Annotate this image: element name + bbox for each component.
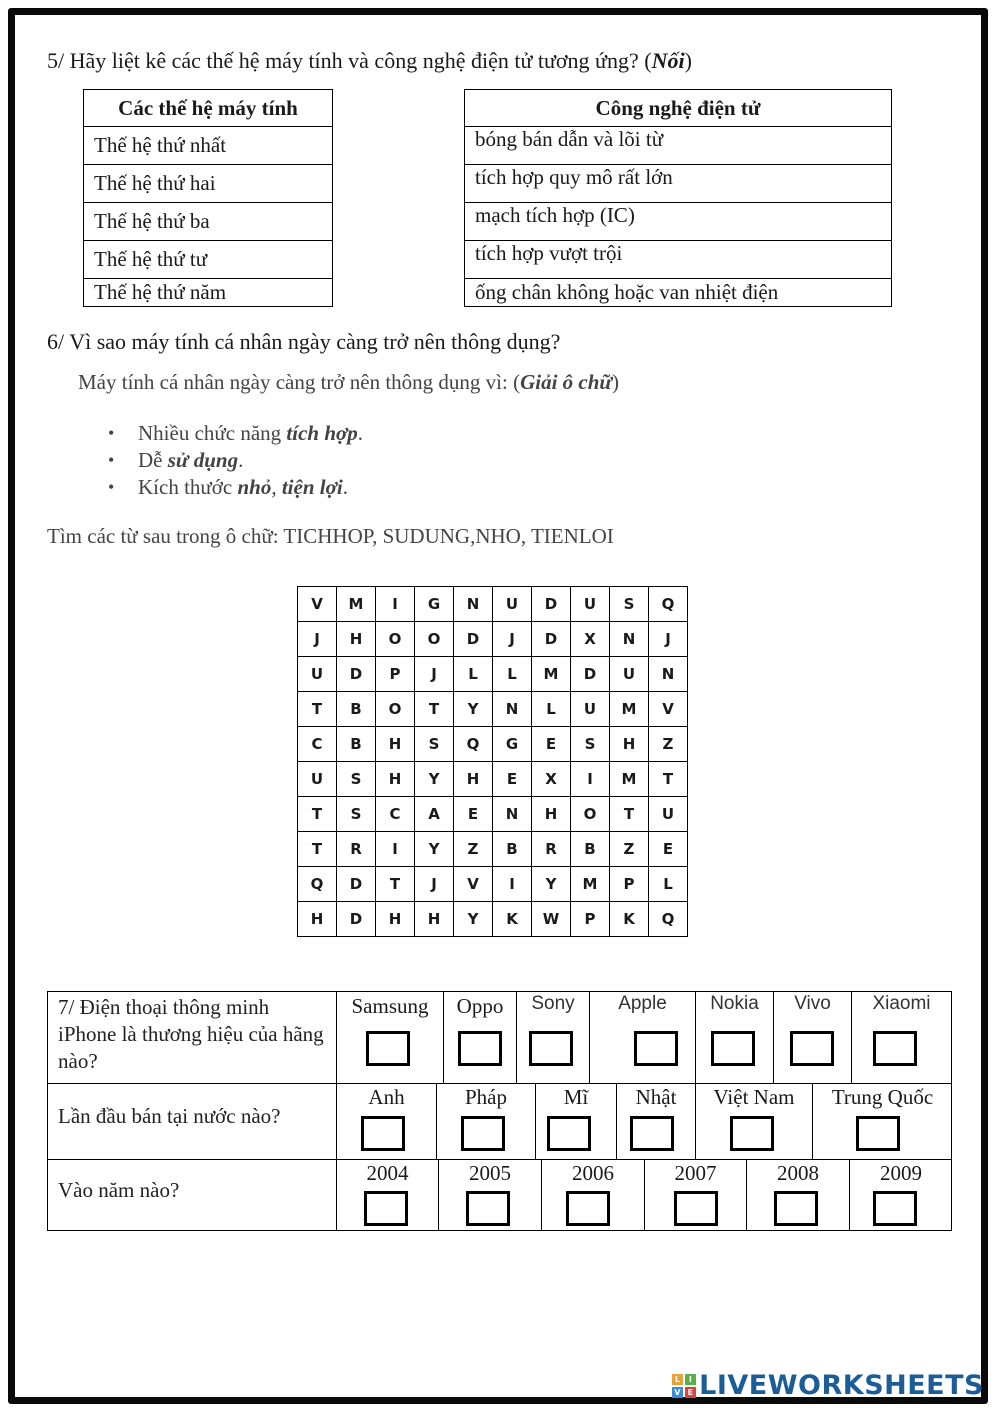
word-search-cell[interactable]: Q: [649, 587, 688, 622]
word-search-cell[interactable]: H: [298, 902, 337, 937]
word-search-cell[interactable]: R: [532, 832, 571, 867]
word-search-row: [298, 867, 688, 902]
q6-intro: Máy tính cá nhân ngày càng trở nên thông dụng vì: (Giải ô chữ): [78, 370, 620, 394]
word-search-cell[interactable]: T: [298, 692, 337, 727]
option-brand-label: Oppo: [456, 994, 504, 1018]
brand-checkbox[interactable]: [529, 1031, 573, 1066]
word-search-cell[interactable]: T: [376, 867, 415, 902]
word-search-cell[interactable]: H: [376, 762, 415, 797]
word-search-cell[interactable]: K: [493, 902, 532, 937]
word-search-cell[interactable]: J: [415, 867, 454, 902]
word-search-cell[interactable]: Z: [454, 832, 493, 867]
word-search-cell[interactable]: O: [415, 622, 454, 657]
option-year-label: 2005: [469, 1161, 511, 1185]
word-search-cell[interactable]: N: [493, 692, 532, 727]
year-checkbox[interactable]: [774, 1191, 818, 1226]
technology-cell[interactable]: tích hợp vượt trội: [465, 241, 892, 279]
word-search-cell[interactable]: H: [376, 902, 415, 937]
word-search-cell[interactable]: X: [532, 762, 571, 797]
word-search-cell[interactable]: H: [376, 727, 415, 762]
reasons-list: [138, 420, 363, 501]
option-year-label: 2008: [777, 1161, 819, 1185]
word-search-cell[interactable]: I: [571, 762, 610, 797]
brand-checkbox[interactable]: [873, 1031, 917, 1066]
option-country-label: Nhật: [635, 1085, 677, 1109]
word-search-cell[interactable]: H: [415, 902, 454, 937]
word-search-cell[interactable]: S: [571, 727, 610, 762]
word-search-cell[interactable]: M: [337, 587, 376, 622]
option-brand-label: Xiaomi: [872, 993, 931, 1014]
word-search-cell[interactable]: I: [376, 587, 415, 622]
generations-header: Các thế hệ máy tính: [84, 90, 333, 127]
word-search-cell[interactable]: J: [298, 622, 337, 657]
word-search-cell[interactable]: T: [610, 797, 649, 832]
q6-title: 6/ Vì sao máy tính cá nhân ngày càng trở nên thông dụng?: [47, 329, 561, 354]
option-year-label: 2004: [366, 1161, 409, 1185]
word-search-cell[interactable]: U: [610, 657, 649, 692]
brand-checkbox[interactable]: [711, 1031, 755, 1066]
brand-checkbox[interactable]: [458, 1031, 502, 1066]
word-search-cell[interactable]: T: [649, 762, 688, 797]
year-checkbox[interactable]: [466, 1191, 510, 1226]
generation-cell[interactable]: Thế hệ thứ hai: [84, 165, 333, 203]
word-search-cell[interactable]: C: [376, 797, 415, 832]
word-search-cell[interactable]: N: [649, 657, 688, 692]
word-search-cell[interactable]: E: [454, 797, 493, 832]
word-search-cell[interactable]: Q: [454, 727, 493, 762]
option-brand-label: Samsung: [351, 994, 429, 1018]
word-search-cell[interactable]: G: [415, 587, 454, 622]
word-search-cell[interactable]: N: [610, 622, 649, 657]
word-search-cell[interactable]: M: [532, 657, 571, 692]
word-search-row: [298, 762, 688, 797]
word-search-cell[interactable]: E: [649, 832, 688, 867]
option-brand-label: Vivo: [794, 993, 831, 1014]
technology-header: Công nghệ điện tử: [465, 90, 892, 127]
word-search-cell[interactable]: V: [298, 587, 337, 622]
word-search-cell[interactable]: S: [610, 587, 649, 622]
word-search-cell[interactable]: U: [298, 657, 337, 692]
word-search-cell[interactable]: N: [493, 797, 532, 832]
q7-question-year: Vào năm nào?: [58, 1178, 180, 1202]
word-search-cell[interactable]: Z: [610, 832, 649, 867]
option-brand-label: Nokia: [710, 993, 759, 1014]
word-search-cell[interactable]: H: [610, 727, 649, 762]
year-checkbox[interactable]: [674, 1191, 718, 1226]
brand-checkbox[interactable]: [790, 1031, 834, 1066]
word-search-cell[interactable]: Y: [454, 692, 493, 727]
find-words-instruction: Tìm các từ sau trong ô chữ: TICHHOP, SUDUNG,NHO, TIENLOI: [47, 524, 614, 548]
option-country-label: Trung Quốc: [831, 1085, 934, 1109]
word-search-cell[interactable]: I: [376, 832, 415, 867]
q7-question-country: Lần đầu bán tại nước nào?: [58, 1104, 281, 1128]
word-search-cell[interactable]: B: [337, 727, 376, 762]
word-search-cell[interactable]: D: [571, 657, 610, 692]
logo-text: LIVEWORKSHEETS: [699, 1370, 984, 1401]
brand-checkbox[interactable]: [634, 1031, 678, 1066]
technology-cell[interactable]: mạch tích hợp (IC): [465, 203, 892, 241]
word-search-cell[interactable]: O: [571, 797, 610, 832]
word-search-cell[interactable]: D: [337, 902, 376, 937]
word-search-cell[interactable]: O: [376, 622, 415, 657]
word-search-cell[interactable]: B: [493, 832, 532, 867]
word-search-cell[interactable]: J: [493, 622, 532, 657]
word-search-cell[interactable]: S: [337, 797, 376, 832]
word-search-cell[interactable]: P: [376, 657, 415, 692]
country-checkbox[interactable]: [547, 1116, 591, 1151]
reason-item: • Dễ sử dụng.: [138, 447, 363, 474]
word-search-cell[interactable]: L: [454, 657, 493, 692]
word-search-cell[interactable]: P: [610, 867, 649, 902]
word-search-row: [298, 727, 688, 762]
word-search-grid[interactable]: [297, 586, 688, 937]
word-search-cell[interactable]: D: [337, 657, 376, 692]
word-search-cell[interactable]: Z: [649, 727, 688, 762]
word-search-cell[interactable]: X: [571, 622, 610, 657]
option-brand-label: Sony: [531, 993, 575, 1014]
word-search-cell[interactable]: E: [493, 762, 532, 797]
country-checkbox[interactable]: [361, 1116, 405, 1151]
word-search-cell[interactable]: Q: [298, 867, 337, 902]
technology-table: [464, 89, 892, 307]
word-search-cell[interactable]: O: [376, 692, 415, 727]
word-search-cell[interactable]: S: [337, 762, 376, 797]
year-checkbox[interactable]: [873, 1191, 917, 1226]
word-search-cell[interactable]: M: [610, 762, 649, 797]
technology-cell[interactable]: bóng bán dẫn và lõi từ: [465, 127, 892, 165]
word-search-cell[interactable]: G: [493, 727, 532, 762]
word-search-row: [298, 797, 688, 832]
word-search-row: [298, 657, 688, 692]
year-checkbox[interactable]: [364, 1191, 408, 1226]
word-search-cell[interactable]: T: [298, 797, 337, 832]
option-year-label: 2009: [880, 1161, 922, 1185]
word-search-cell[interactable]: P: [571, 902, 610, 937]
option-year-label: 2006: [572, 1161, 614, 1185]
word-search-cell[interactable]: E: [532, 727, 571, 762]
word-search-cell[interactable]: H: [337, 622, 376, 657]
word-search-cell[interactable]: M: [571, 867, 610, 902]
word-search-cell[interactable]: N: [454, 587, 493, 622]
word-search-cell[interactable]: H: [454, 762, 493, 797]
word-search-cell[interactable]: U: [571, 587, 610, 622]
q7-question-brand: 7/ Điện thoại thông minh iPhone là thương hiệu của hãng nào?: [58, 995, 324, 1073]
word-search-cell[interactable]: Y: [415, 832, 454, 867]
word-search-cell[interactable]: L: [532, 692, 571, 727]
word-search-cell[interactable]: T: [415, 692, 454, 727]
word-search-cell[interactable]: B: [337, 692, 376, 727]
word-search-cell[interactable]: Y: [454, 902, 493, 937]
reason-item: • Nhiều chức năng tích hợp.: [138, 420, 363, 447]
word-search-cell[interactable]: T: [298, 832, 337, 867]
generation-cell[interactable]: Thế hệ thứ năm: [84, 279, 333, 307]
word-search-cell[interactable]: V: [454, 867, 493, 902]
option-country-label: Mĩ: [563, 1085, 589, 1109]
word-search-cell[interactable]: Q: [649, 902, 688, 937]
word-search-row: [298, 902, 688, 937]
word-search-cell[interactable]: U: [649, 797, 688, 832]
word-search-cell[interactable]: S: [415, 727, 454, 762]
word-search-cell[interactable]: D: [454, 622, 493, 657]
word-search-cell[interactable]: J: [415, 657, 454, 692]
word-search-row: [298, 587, 688, 622]
liveworksheets-logo: [672, 1370, 984, 1401]
option-country-label: Anh: [368, 1085, 405, 1109]
logo-mark-icon: L I V E: [672, 1374, 696, 1398]
word-search-cell[interactable]: B: [571, 832, 610, 867]
option-country-label: Pháp: [465, 1085, 507, 1109]
word-search-cell[interactable]: M: [610, 692, 649, 727]
technology-cell[interactable]: tích hợp quy mô rất lớn: [465, 165, 892, 203]
technology-cell[interactable]: ống chân không hoặc van nhiệt điện: [465, 279, 892, 307]
word-search-row: [298, 622, 688, 657]
generation-cell[interactable]: Thế hệ thứ nhất: [84, 127, 333, 165]
word-search-cell[interactable]: H: [532, 797, 571, 832]
option-country-label: Việt Nam: [713, 1085, 795, 1109]
year-checkbox[interactable]: [566, 1191, 610, 1226]
word-search-cell[interactable]: C: [298, 727, 337, 762]
option-brand-label: Apple: [618, 993, 667, 1014]
generation-cell[interactable]: Thế hệ thứ tư: [84, 241, 333, 279]
word-search-cell[interactable]: D: [532, 587, 571, 622]
word-search-cell[interactable]: R: [337, 832, 376, 867]
generation-cell[interactable]: Thế hệ thứ ba: [84, 203, 333, 241]
word-search-cell[interactable]: A: [415, 797, 454, 832]
q7-table: [47, 991, 952, 1231]
word-search-row: [298, 832, 688, 867]
word-search-cell[interactable]: U: [298, 762, 337, 797]
generations-table: [83, 89, 333, 307]
word-search-cell[interactable]: I: [493, 867, 532, 902]
word-search-cell[interactable]: W: [532, 902, 571, 937]
q5-title: 5/ Hãy liệt kê các thế hệ máy tính và công nghệ điện tử tương ứng? (Nối): [47, 48, 692, 73]
word-search-cell[interactable]: Y: [415, 762, 454, 797]
word-search-cell[interactable]: Y: [532, 867, 571, 902]
word-search-row: [298, 692, 688, 727]
country-checkbox[interactable]: [461, 1116, 505, 1151]
option-year-label: 2007: [674, 1161, 717, 1185]
word-search-cell[interactable]: D: [532, 622, 571, 657]
country-checkbox[interactable]: [630, 1116, 674, 1151]
word-search-cell[interactable]: V: [649, 692, 688, 727]
reason-item: • Kích thước nhỏ, tiện lợi.: [138, 474, 363, 501]
word-search-cell[interactable]: U: [571, 692, 610, 727]
word-search-cell[interactable]: L: [649, 867, 688, 902]
country-checkbox[interactable]: [856, 1116, 900, 1151]
word-search-cell[interactable]: L: [493, 657, 532, 692]
word-search-cell[interactable]: D: [337, 867, 376, 902]
brand-checkbox[interactable]: [366, 1031, 410, 1066]
word-search-cell[interactable]: K: [610, 902, 649, 937]
word-search-cell[interactable]: U: [493, 587, 532, 622]
country-checkbox[interactable]: [730, 1116, 774, 1151]
word-search-cell[interactable]: J: [649, 622, 688, 657]
